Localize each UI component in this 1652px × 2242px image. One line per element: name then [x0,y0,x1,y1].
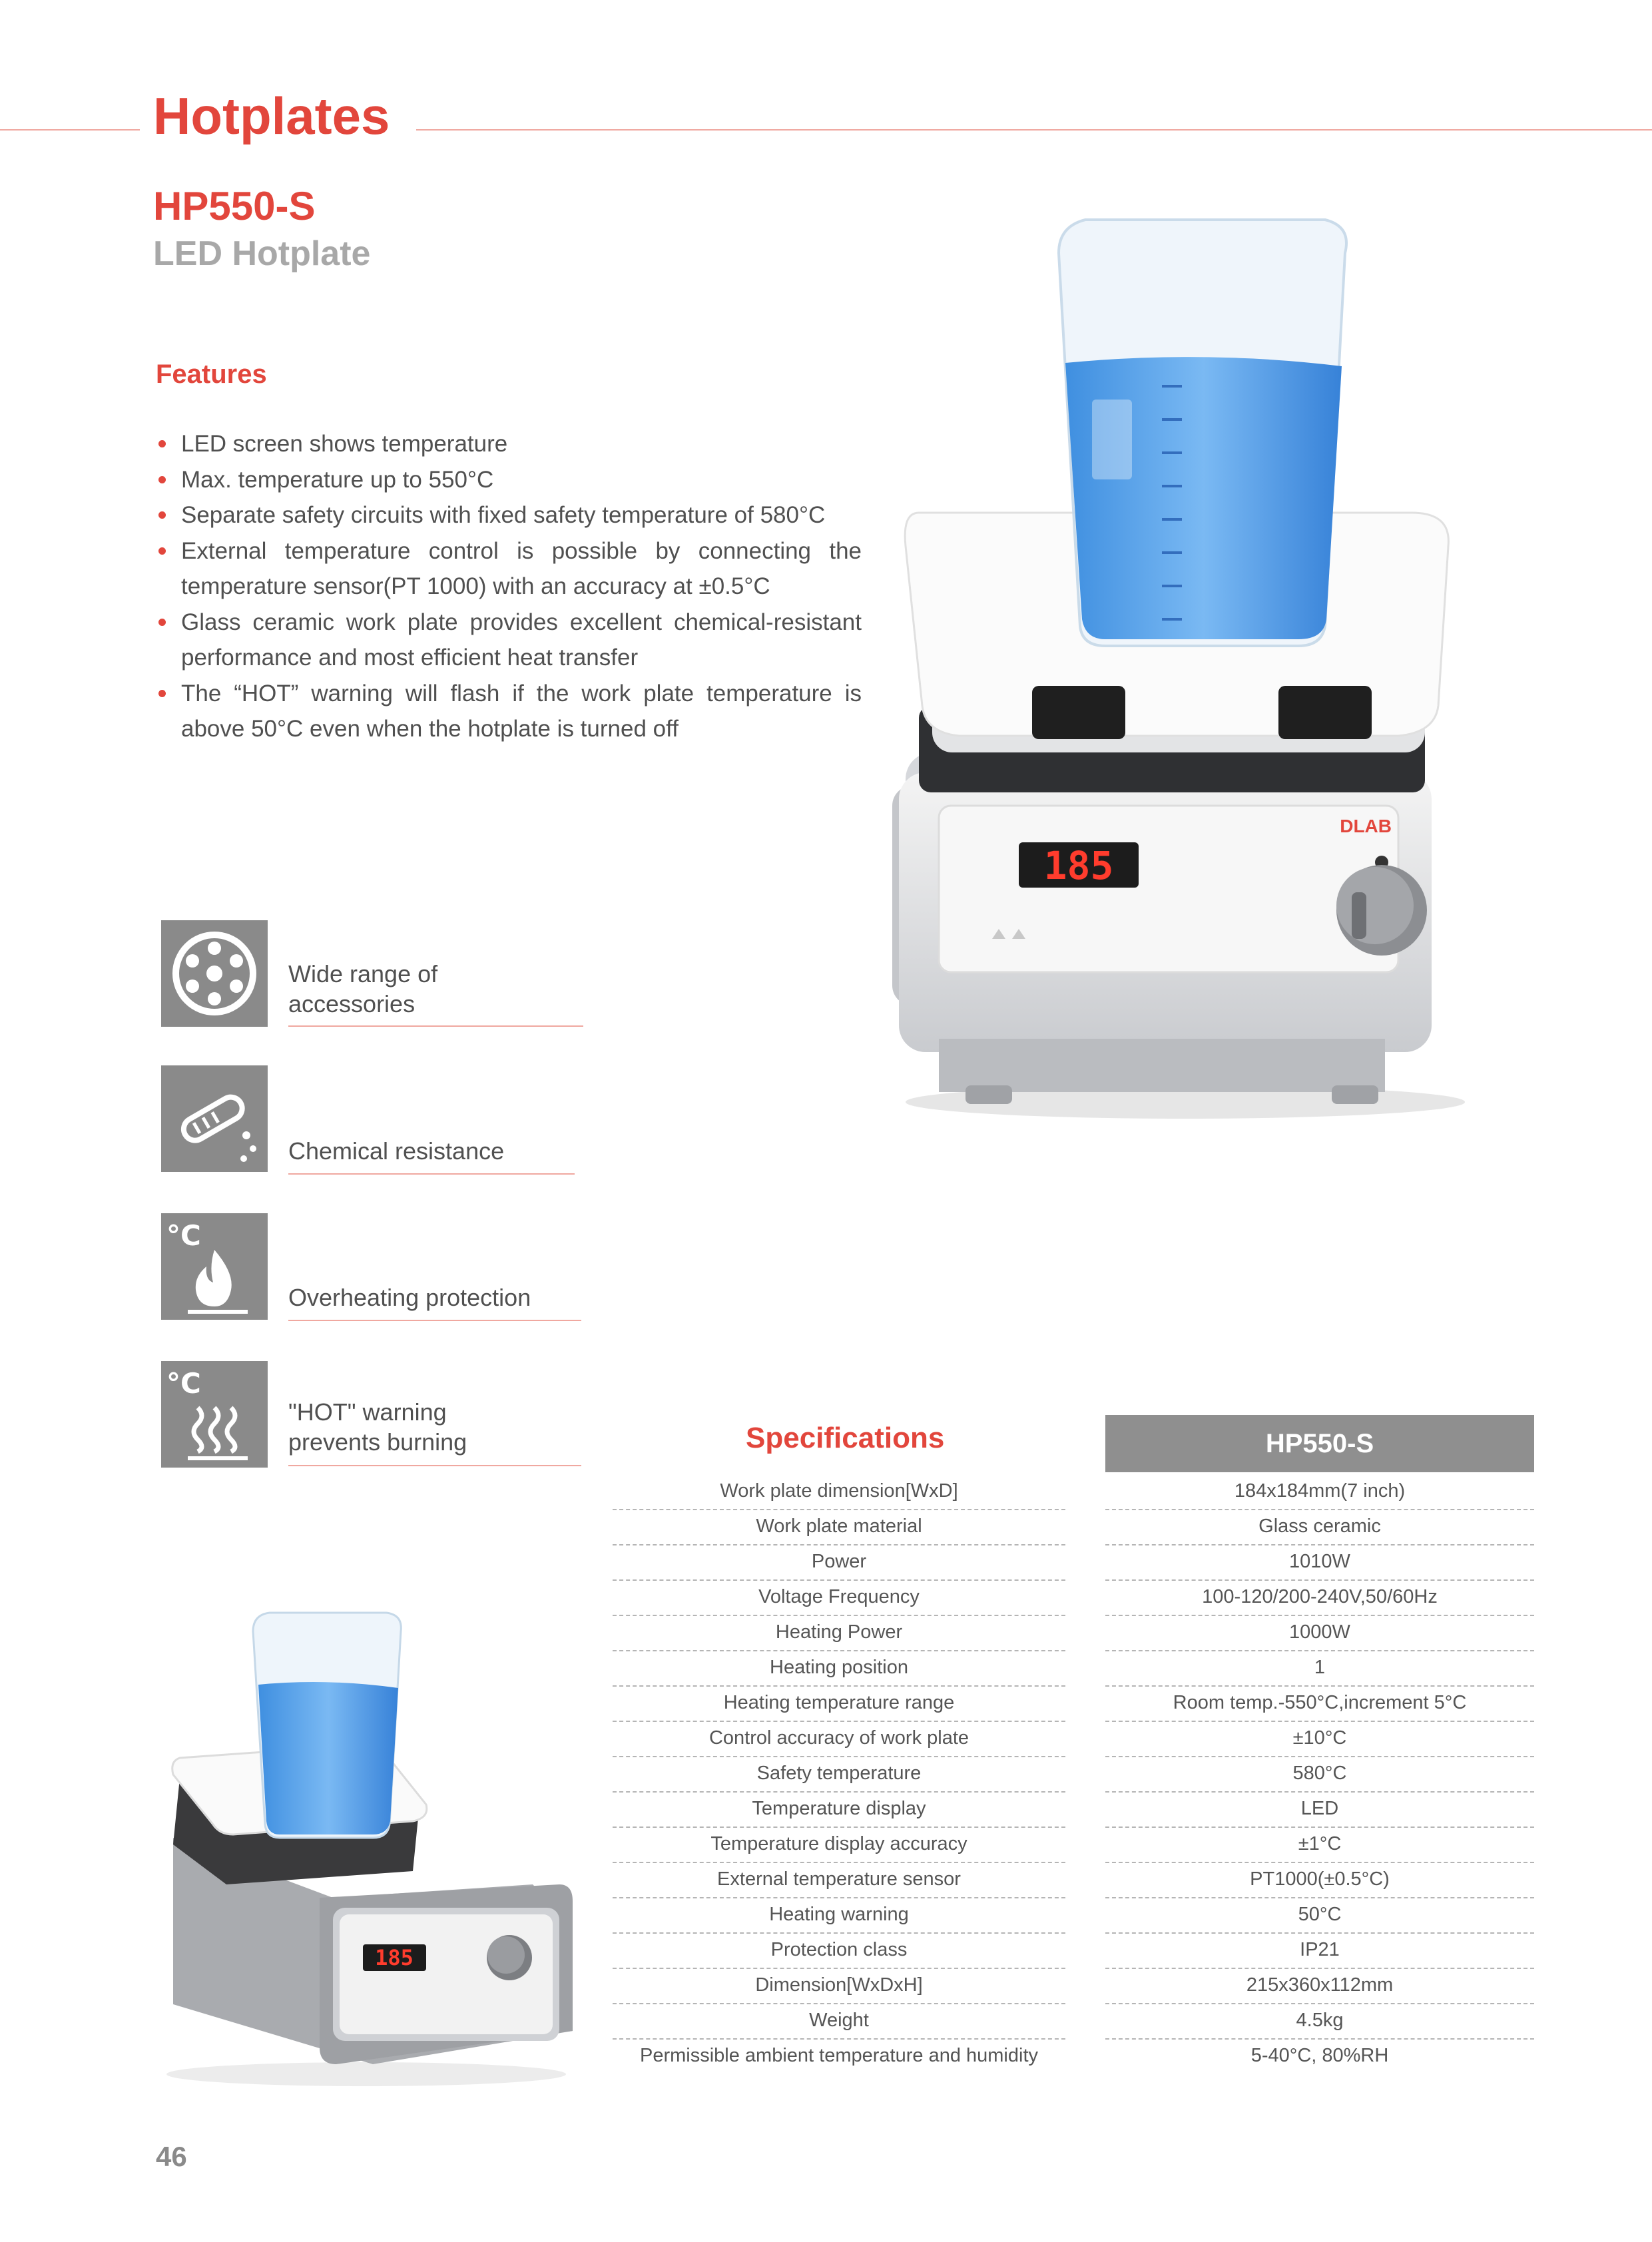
spec-value: 1000W [1105,1615,1534,1651]
icon-label-accessories: Wide range of accessories [288,960,438,1017]
spec-label: Power [613,1544,1065,1581]
features-heading: Features [156,360,267,389]
icon-label-overheating: Overheating protection [288,1284,531,1311]
svg-text:°C: °C [166,1367,201,1400]
section-title: Hotplates [153,87,390,145]
spec-value: 1010W [1105,1544,1534,1581]
feature-item: Glass ceramic work plate provides excellent chemical-resistant performance and most efficient heat transfer [156,605,862,676]
spec-label: Heating position [613,1650,1065,1687]
spec-label: Temperature display accuracy [613,1826,1065,1863]
spec-label: Heating warning [613,1897,1065,1934]
icon-rule [288,1465,581,1466]
spec-label: Permissible ambient temperature and humidity [640,2045,1038,2066]
icon-rule [288,1320,581,1321]
spec-value: 580°C [1105,1756,1534,1793]
spec-label: Work plate material [613,1509,1065,1545]
spec-label: Safety temperature [613,1756,1065,1793]
spec-label: Voltage Frequency [613,1579,1065,1616]
brand-logo: DLAB [1340,816,1392,836]
features-list [156,426,862,747]
spec-value: ±10°C [1105,1721,1534,1757]
spec-label: Heating Power [613,1615,1065,1651]
feature-item: External temperature control is possible by connecting the temperature sensor(PT 1000) with an accuracy at ±0.5°C [156,533,862,605]
feature-item: Separate safety circuits with fixed safety temperature of 580°C [156,497,862,533]
spec-label: Heating temperature range [613,1685,1065,1722]
led-display-value: 185 [1043,843,1114,888]
flame-icon [161,1213,268,1320]
spec-value: 215x360x112mm [1105,1968,1534,2004]
spec-label: Protection class [613,1932,1065,1969]
spec-label: Temperature display [613,1791,1065,1828]
spec-value: 5-40°C, 80%RH [1250,2045,1389,2066]
feature-item: Max. temperature up to 550°C [156,462,862,498]
spec-value: 184x184mm(7 inch) [1105,1474,1534,1510]
icon-rule [288,1025,583,1027]
title-rule-left [0,129,140,131]
small-led-display-value: 185 [375,1945,413,1970]
feature-item: The “HOT” warning will flash if the work plate temperature is above 50°C even when the hotplate is turned off [156,676,862,747]
spec-value: 1 [1105,1650,1534,1687]
icon-label-hot-warning: "HOT" warning prevents burning [288,1398,467,1456]
spec-label: Work plate dimension[WxD] [613,1474,1065,1510]
product-code: HP550-S [153,184,316,228]
hotplate-small-image [146,1605,599,2091]
feature-item: LED screen shows temperature [156,426,862,462]
spec-value: PT1000(±0.5°C) [1105,1862,1534,1898]
spec-value: Glass ceramic [1105,1509,1534,1545]
spec-value: 50°C [1105,1897,1534,1934]
icon-label-chemical: Chemical resistance [288,1137,505,1165]
svg-text:°C: °C [166,1219,201,1252]
icon-rule [288,1173,575,1175]
hotplate-large-image [866,200,1505,1132]
model-column-header: HP550-S [1105,1415,1534,1472]
spec-value: IP21 [1105,1932,1534,1969]
spec-value: Room temp.-550°C,increment 5°C [1105,1685,1534,1722]
spec-value: 100-120/200-240V,50/60Hz [1105,1579,1534,1616]
spec-value: LED [1105,1791,1534,1828]
heat-waves-icon [161,1361,268,1468]
title-rule-right [416,129,1652,131]
spec-value: 4.5kg [1105,2003,1534,2040]
specifications-heading: Specifications [746,1422,945,1454]
spec-label: Weight [613,2003,1065,2040]
spec-label: External temperature sensor [613,1862,1065,1898]
test-tube-icon [161,1065,268,1172]
product-subtitle: LED Hotplate [153,234,371,273]
page-number: 46 [156,2141,187,2172]
spec-value: ±1°C [1105,1826,1534,1863]
accessories-icon [161,920,268,1027]
spec-label: Dimension[WxDxH] [613,1968,1065,2004]
spec-label: Control accuracy of work plate [613,1721,1065,1757]
